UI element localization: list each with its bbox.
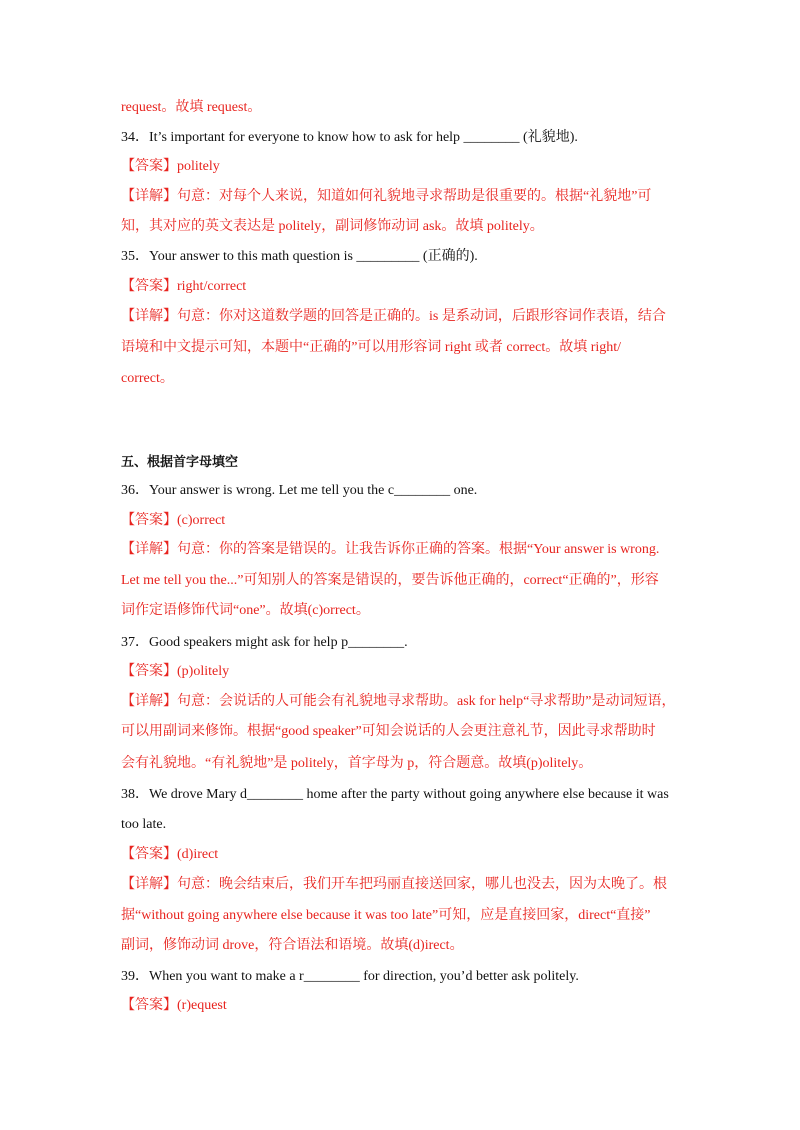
answer-39: 【答案】(r)equest	[121, 998, 227, 1013]
question-39: 39．When you want to make a r________ for direction, you’d better ask politely.	[121, 969, 579, 984]
explanation-line: 【详解】句意：你的答案是错误的。让我告诉你正确的答案。根据“Your answer is wrong.	[121, 542, 660, 557]
question-35: 35．Your answer to this math question is _________ (正确的).	[121, 249, 478, 264]
explanation-line: correct。	[121, 371, 174, 386]
explanation-line: 【详解】句意：对每个人来说，知道如何礼貌地寻求帮助是很重要的。根据“礼貌地”可	[121, 189, 652, 204]
question-37: 37．Good speakers might ask for help p________.	[121, 635, 408, 650]
answer-37: 【答案】(p)olitely	[121, 664, 230, 679]
question-36: 36．Your answer is wrong. Let me tell you the c________ one.	[121, 483, 478, 498]
explanation-line: 【详解】句意：晚会结束后，我们开车把玛丽直接送回家，哪儿也没去，因为太晚了。根	[121, 877, 667, 892]
explanation-line: 副词，修饰动词 drove，符合语法和语境。故填(d)irect。	[121, 938, 464, 953]
question-38: 38．We drove Mary d________ home after the party without going anywhere else because it was	[121, 787, 669, 802]
answer-35: 【答案】right/correct	[121, 279, 247, 294]
explanation-line: request。故填 request。	[121, 100, 262, 115]
explanation-line: 词作定语修饰代词“one”。故填(c)orrect。	[121, 603, 370, 618]
explanation-line: 知，其对应的英文表达是 politely，副词修饰动词 ask。故填 politely。	[121, 219, 544, 234]
answer-34: 【答案】politely	[121, 159, 220, 174]
explanation-line: 可以用副词来修饰。根据“good speaker”可知会说话的人会更注意礼节，因此寻求帮助时	[121, 724, 656, 739]
question-34: 34．It’s important for everyone to know how to ask for help ________ (礼貌地).	[121, 130, 578, 145]
explanation-line: Let me tell you the...”可知别人的答案是错误的，要告诉他正确的，correct“正确的”，形容	[121, 573, 659, 588]
answer-38: 【答案】(d)irect	[121, 847, 219, 862]
explanation-line: 【详解】句意：你对这道数学题的回答是正确的。is 是系动词，后跟形容词作表语，结合	[121, 309, 666, 324]
explanation-line: 会有礼貌地。“有礼貌地”是 politely，首字母为 p，符合题意。故填(p)olitely。	[121, 756, 593, 771]
answer-36: 【答案】(c)orrect	[121, 513, 226, 528]
explanation-line: 据“without going anywhere else because it was too late”可知，应是直接回家，direct“直接”	[121, 908, 651, 923]
explanation-line: 【详解】句意：会说话的人可能会有礼貌地寻求帮助。ask for help“寻求帮助”是动词短语，	[121, 694, 676, 709]
question-38-cont: too late.	[121, 817, 167, 832]
section-heading: 五、根据首字母填空	[121, 455, 239, 470]
explanation-line: 语境和中文提示可知，本题中“正确的”可以用形容词 right 或者 correct。故填 right/	[121, 340, 622, 355]
